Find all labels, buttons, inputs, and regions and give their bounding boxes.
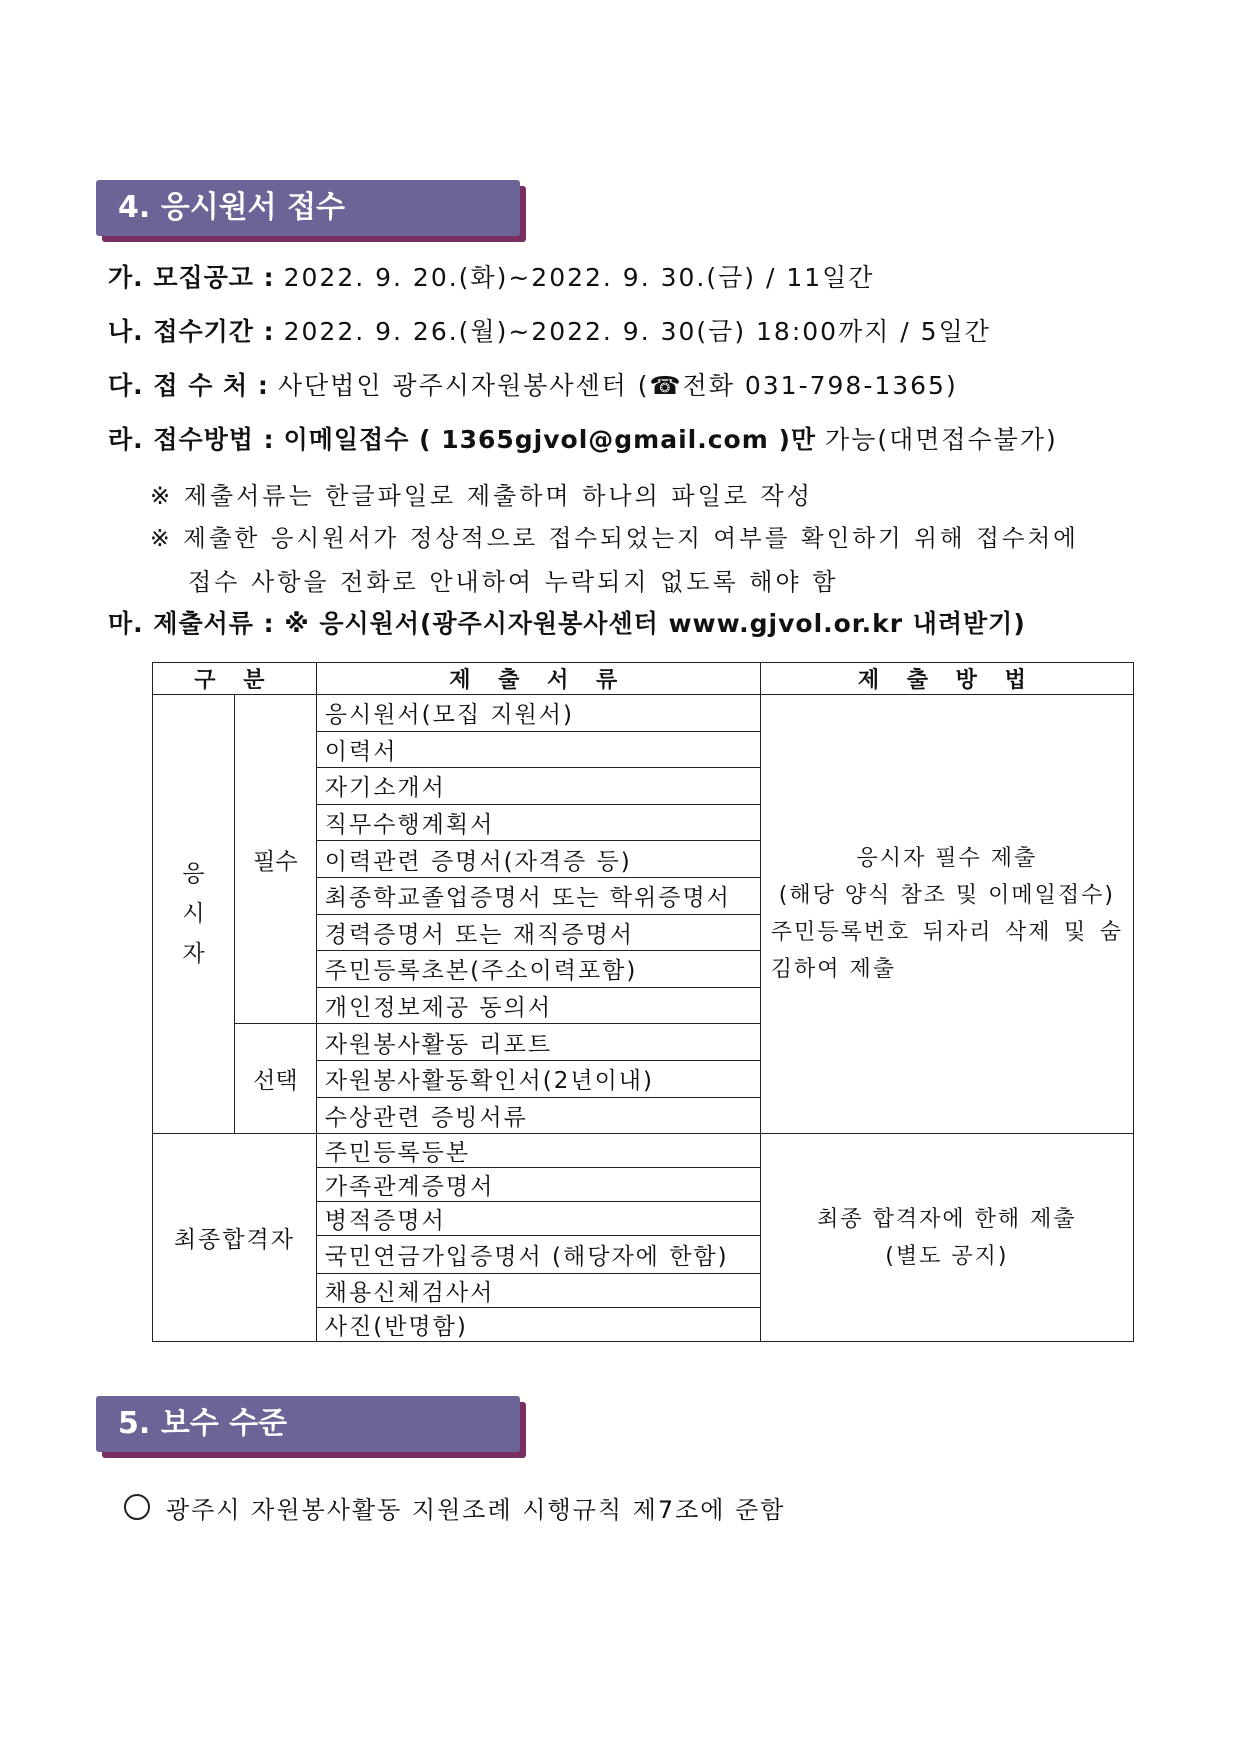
documents-table <box>152 662 1134 1342</box>
line-value: 가능(대면접수불가) <box>825 425 1058 454</box>
table-row: 사진(반명함) <box>316 1308 760 1342</box>
table-row: 주민등록초본(주소이력포함) <box>316 951 760 988</box>
line-value: 2022. 9. 20.(화)~2022. 9. 30.(금) / 11일간 <box>283 263 875 292</box>
line-application-method <box>108 420 1058 456</box>
final-label: 최종합격자 <box>153 1134 317 1342</box>
note-confirm: ※ 제출한 응시원서가 정상적으로 접수되었는지 여부를 확인하기 위해 접수처에 <box>150 524 1079 552</box>
table-row: 개인정보제공 동의서 <box>316 987 760 1024</box>
table-row: 병적증명서 <box>316 1202 760 1236</box>
line-value-bold: 이메일접수 ( 1365gjvol@gmail.com )만 <box>283 425 817 454</box>
required-label: 필수 <box>234 695 316 1024</box>
line-value: 2022. 9. 26.(월)~2022. 9. 30(금) 18:00까지 / 5일간 <box>283 317 991 346</box>
applicant-label: 응시자 <box>153 695 235 1134</box>
line-submit-docs: 마. 제출서류 : ※ 응시원서(광주시자원봉사센터 www.gjvol.or.kr 내려받기) <box>108 609 1026 638</box>
section5-title: 5. 보수 수준 <box>96 1396 520 1452</box>
table-row: 가족관계증명서 <box>316 1168 760 1202</box>
table-row: 채용신체검사서 <box>316 1274 760 1308</box>
line-application-office <box>108 366 958 402</box>
section4-title: 4. 응시원서 접수 <box>96 180 520 236</box>
note-file-format: ※ 제출서류는 한글파일로 제출하며 하나의 파일로 작성 <box>150 482 813 510</box>
table-row: 최종학교졸업증명서 또는 학위증명서 <box>316 877 760 914</box>
table-row: 직무수행계획서 <box>316 804 760 841</box>
table-row: 응시원서(모집 지원서) <box>316 695 760 732</box>
table-row: 주민등록등본 <box>316 1134 760 1168</box>
table-row: 국민연금가입증명서 (해당자에 한함) <box>316 1236 760 1274</box>
header-method: 제 출 방 법 <box>760 663 1133 695</box>
table-row: 자원봉사활동확인서(2년이내) <box>316 1060 760 1097</box>
line-label: 다. 접 수 처 : <box>108 371 269 400</box>
header-category: 구 분 <box>153 663 317 695</box>
table-header-row <box>153 663 1134 695</box>
circle-bullet-icon <box>124 1494 150 1520</box>
section5-item: 광주시 자원봉사활동 지원조례 시행규칙 제7조에 준함 <box>166 1496 786 1524</box>
line-label: 나. 접수기간 : <box>108 317 275 346</box>
table-row: 자기소개서 <box>316 768 760 805</box>
line-application-period <box>108 312 991 348</box>
table-row: 이력관련 증명서(자격증 등) <box>316 841 760 878</box>
header-documents: 제 출 서 류 <box>316 663 760 695</box>
optional-label: 선택 <box>234 1024 316 1134</box>
line-label: 라. 접수방법 : <box>108 425 275 454</box>
table-row: 경력증명서 또는 재직증명서 <box>316 914 760 951</box>
table-row: 자원봉사활동 리포트 <box>316 1024 760 1061</box>
final-method: 최종 합격자에 한해 제출 (별도 공지) <box>760 1134 1133 1342</box>
note-confirm-cont: 접수 사항을 전화로 안내하여 누락되지 없도록 해야 함 <box>188 568 839 596</box>
line-value: 사단법인 광주시자원봉사센터 (☎전화 031-798-1365) <box>277 371 958 400</box>
applicant-method: 응시자 필수 제출 (해당 양식 참조 및 이메일접수) 주민등록번호 뒤자리 삭제 및 숨 김하여 제출 <box>760 695 1133 1134</box>
table-row: 수상관련 증빙서류 <box>316 1097 760 1134</box>
line-label: 가. 모집공고 : <box>108 263 275 292</box>
table-row: 이력서 <box>316 731 760 768</box>
line-recruit-notice <box>108 258 874 294</box>
